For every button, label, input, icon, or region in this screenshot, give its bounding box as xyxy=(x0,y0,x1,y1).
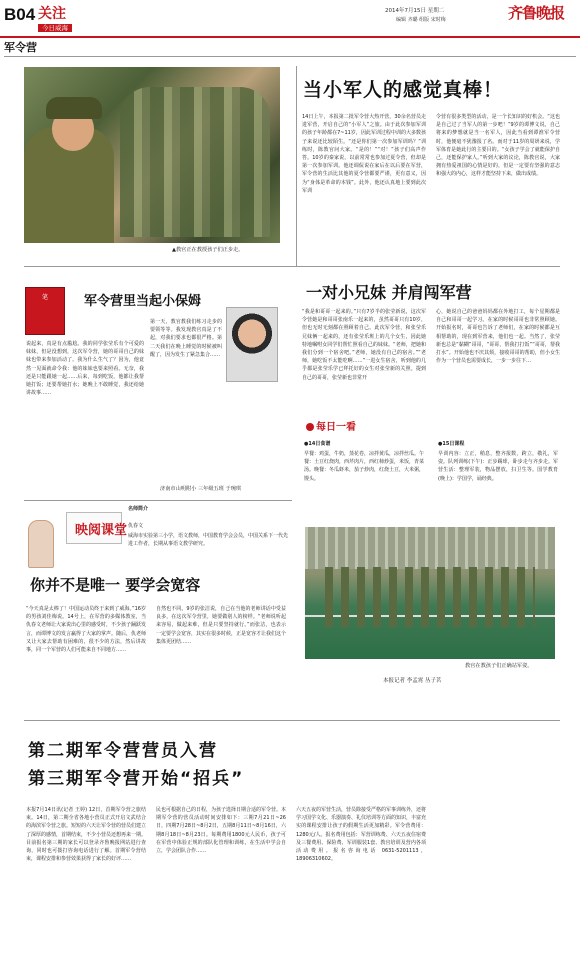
teacher-bio: 威海市实验第三小学，语文教师，中国教育学会会员，中国关系下一代先进工作者，长期从事语文教学研究。 xyxy=(128,533,288,548)
date-line: 2014年7月15日 星期二 xyxy=(385,8,445,14)
menu-text: 早餐：鸡蛋，牛奶，蒸花卷，凉拌黄瓜，凉拌丝瓜。午餐：土豆红烧肉，西芹肉片，西红柿炒蛋，米饭，青菜汤。晚餐：冬瓜虾米，茄子炒肉，红烧土豆，大米粥，馒头。 xyxy=(304,451,424,482)
section-title: 关注 xyxy=(38,6,66,22)
menu-heading: ●14日食谱 xyxy=(304,441,331,447)
divider xyxy=(24,500,292,501)
children-in-camo xyxy=(120,87,270,237)
photo-caption: 教官在教孩子们正确站军姿。 xyxy=(465,663,533,669)
newspaper-logo: 齐鲁晚报 xyxy=(508,4,565,22)
article1-col1: 14日上午，本报第二批军令营大热开营，30余名营员走进军营，开启自己的“小军人”之旅。由于此次参加军训的孩子年龄都在7~11岁，因此军训过程中训的大多数孩子来说还比较陌生。“还是你们第一次参加军训吗？”训练时，陈教官问大家。“是的！”“对！”孩子们高声作答。10岁的秦家说，以前常常也参加过夏令营，但却是第一次参加军训。他还调侃说在家后在以后要在军营，军令营的生活比其他的夏令营都要严谨，更有意义，因为“身体是革命的本钱”。此外，他还认真地上要到此次军训 xyxy=(302,114,426,194)
bio-heading: 名师简介 xyxy=(128,506,149,512)
article5-col3: 六天五夜的军营生活，营员除接受严格的军事训练外，还将学习国学文化、乐器演奏、礼仪培训等方面的知识，丰富充实的课程安排让孩子的假期生活更加精彩。军令营费用：1280元/人。报名费用包括：军营训练费、六天五夜住宿费及三餐费用、保险费、军训服装1套、教官培训及营内各项活动费用。报名咨询电话 0631-5201113，18906310602。 xyxy=(296,807,426,863)
daily-section-title: 每日一看 xyxy=(306,421,356,435)
schedule-text: 早训内容：立正，稍息，整齐报数，跨立，敬礼，军姿。队列训练(下午)：正步踢球，卧步走与齐步走。军营生活：整理军装，物品摆放，扫卫生等。国学教育(晚上)：学国学，诵经典。 xyxy=(438,451,558,482)
article3-body: 说起来，真是有点尴尬。我的同学张莹乐有个可爱的妹妹，但是没想到，这次军令营，她的哥哥自己的妹妹也带来参加活动了。我为什么生气了？因为，他竟然一见面就命令我：他的妹妹也要来照看。无奈，我还是只能跟她一起……后来，每到吃饭，他都让我帮她打饭；还要帮她打水；她晚上不敢睡觉，我还给她讲故事…… xyxy=(26,341,144,397)
article5-col1: 本报7月14日讯(记者 王婷) 12日，首期军令营之旅结束。14日，第二期全省各地小营员正式开启文武结合的海滨军令营之旅。短短的六天让军令营的营员们建立了深厚的感情，首期结束，不少小营员还想再来一期。目前报名第三期的家长可以登录齐鲁晚报网站进行查询，同时也可拨打咨询电话进行了解。首期军令营结束，课程安排和参营效果获得了家长的好评…… xyxy=(26,807,146,863)
column-rule xyxy=(4,56,576,57)
headline-2: 一对小兄妹 并肩闯军营 xyxy=(306,283,472,302)
masthead xyxy=(0,0,580,38)
headline-5b: 第三期军令营开始“招兵” xyxy=(28,769,245,789)
article1-col2: 令营有很多类型的活动，是一个长知识的好机会。“这也是自己过了当军人的第一步吧！”9岁的谭博文说，自己将来的梦想就是当一名军人，因此当看到谭淮军令营时，他便毫不犹豫报了名。而对于11岁的周妍来说，学军体育是她此行的主要目的。“女孩子学会了就能保护自己，还能保护家人。”听到大家的议论，陈教官说，大家拥有热爱祖国的心情是好的，但是一定要有坚强的意志和强大的内心，这样才能坚持下来，做出成绩。 xyxy=(436,114,560,178)
divider xyxy=(296,66,297,266)
page-number: B04 xyxy=(4,5,36,24)
header-rule xyxy=(0,36,580,38)
instructor-cap xyxy=(46,97,102,119)
training-photo xyxy=(24,67,280,243)
camp-diary-icon: 笔 xyxy=(25,287,65,335)
headline-5a: 第二期军令营营员入营 xyxy=(28,741,218,761)
column-label: 军令营 xyxy=(4,41,37,54)
bullet-icon xyxy=(306,423,314,431)
column-badge-label: 映阅课堂 xyxy=(75,523,128,538)
article5-col2: 民也可根据自己的日程，为孩子选择日期合适的军令营。本期军令营的营员活动时间安排如下：三期7月21日~26日，四期7月28日~8月2日，五期8月11日~8月16日，六期8月18日~8月23日。每期费用1800元人民币，孩子可在军营中体验正规的部队化管理和训练，在生活中学会自立，学会团队合作…… xyxy=(156,807,286,855)
teacher-figure xyxy=(28,520,54,568)
article2-col1: “我是和哥哥一起来的。”只有7岁半的张莹新说，这次军令营她是和哥哥张南乐一起来的，虽然哥哥只有10岁，但也无时无刻都在照顾着自己。此次军令营，和张莹乐兄妹俩一起来的，还有张莹乐班上的几个女生，因此她特地嘱咐女同学们帮忙照看自己的妹妹。“老师，把她和我们分到一个宿舍吧。”老师，她没有自己的宿舍。”“老师，她吃饭不太能吃啊……”一进女生宿舍，听到他的几乎都是张莹乐学已拜托好的女生对张莹新的关照。提到自己的哥哥，张莹新也非常开 xyxy=(302,309,426,381)
drill-photo xyxy=(305,527,555,659)
reporter-credit: 本报记者 李孟霄 丛子茗 xyxy=(383,678,442,684)
schedule-heading: ●15日课程 xyxy=(438,441,465,447)
divider xyxy=(24,266,560,267)
headline-4: 你并不是唯一 要学会宽容 xyxy=(30,576,201,594)
teacher-name: 仇春文 xyxy=(128,523,144,529)
divider xyxy=(24,720,560,721)
article2-col2: 心，她说自己的爸爸妈妈都在外地打工，每个星期都是自己和哥哥一起学习。在家的时候哥哥也非常照顾她。开始报名时，哥哥也告诉了老师们，在家的时候都是互相帮助的，现在到军营来，他们也一起。当然了，张莹新也总是“黏糊”哥哥，“哥哥，帮我打打饭”“哥哥，帮我打水”。开始他也不厌其烦，接收哥哥的帮助，但小女生作为一个营员也需要成长，一步一步往下… xyxy=(436,309,560,365)
headline-3: 军令营里当起小保姆 xyxy=(84,294,202,309)
article4-col1: “今天真是太棒了！中国运动员终于来到了威海。”16岁的男孩刘佳梅说。14号上，在军营的多媒体教室，当仇春文老师让大家说出心里的感受时，不少孩子踊跃发言，而谭博文的发言赢得了大家的掌声。随后，仇老师又让大家去帮助有困难的，很不少的方法，然后讲故事，同一个军营的人们可能来自不同地方…… xyxy=(26,606,146,654)
editor-credits: 编辑 齐璐 组版 宋时梅 xyxy=(396,17,446,23)
fence xyxy=(305,527,555,569)
photo-caption: ▲教官正在教授孩子们正步走。 xyxy=(172,247,244,253)
subsection-label: 今日威海 xyxy=(38,24,72,32)
article4-col2: 自然也不同。9岁的张洁说，自己在当他的老师讲话中受益良多，在这次军令营里，她要做别人的榜样。“老师说听起来容易，做起来难，但是只要坚持就行。”而张洁，也表示一定要学会宽容，其实在很多时候，正是宽容才让我们这个集体更团结…… xyxy=(156,606,286,645)
headline-1: 当小军人的感觉真棒！ xyxy=(303,79,504,101)
children-in-line xyxy=(325,567,535,627)
author-byline: 济南市山明附小 三年级五班 于琬琪 xyxy=(160,486,242,492)
article3-side: 第一天，教官教我们练习走步的要领等等。我发现教官真是了不起，对我们要求也都很严格。第二天我们在晚上睡觉的时候被叫醒了，因为发生了紧急集合…… xyxy=(150,319,222,358)
student-portrait xyxy=(226,307,278,382)
